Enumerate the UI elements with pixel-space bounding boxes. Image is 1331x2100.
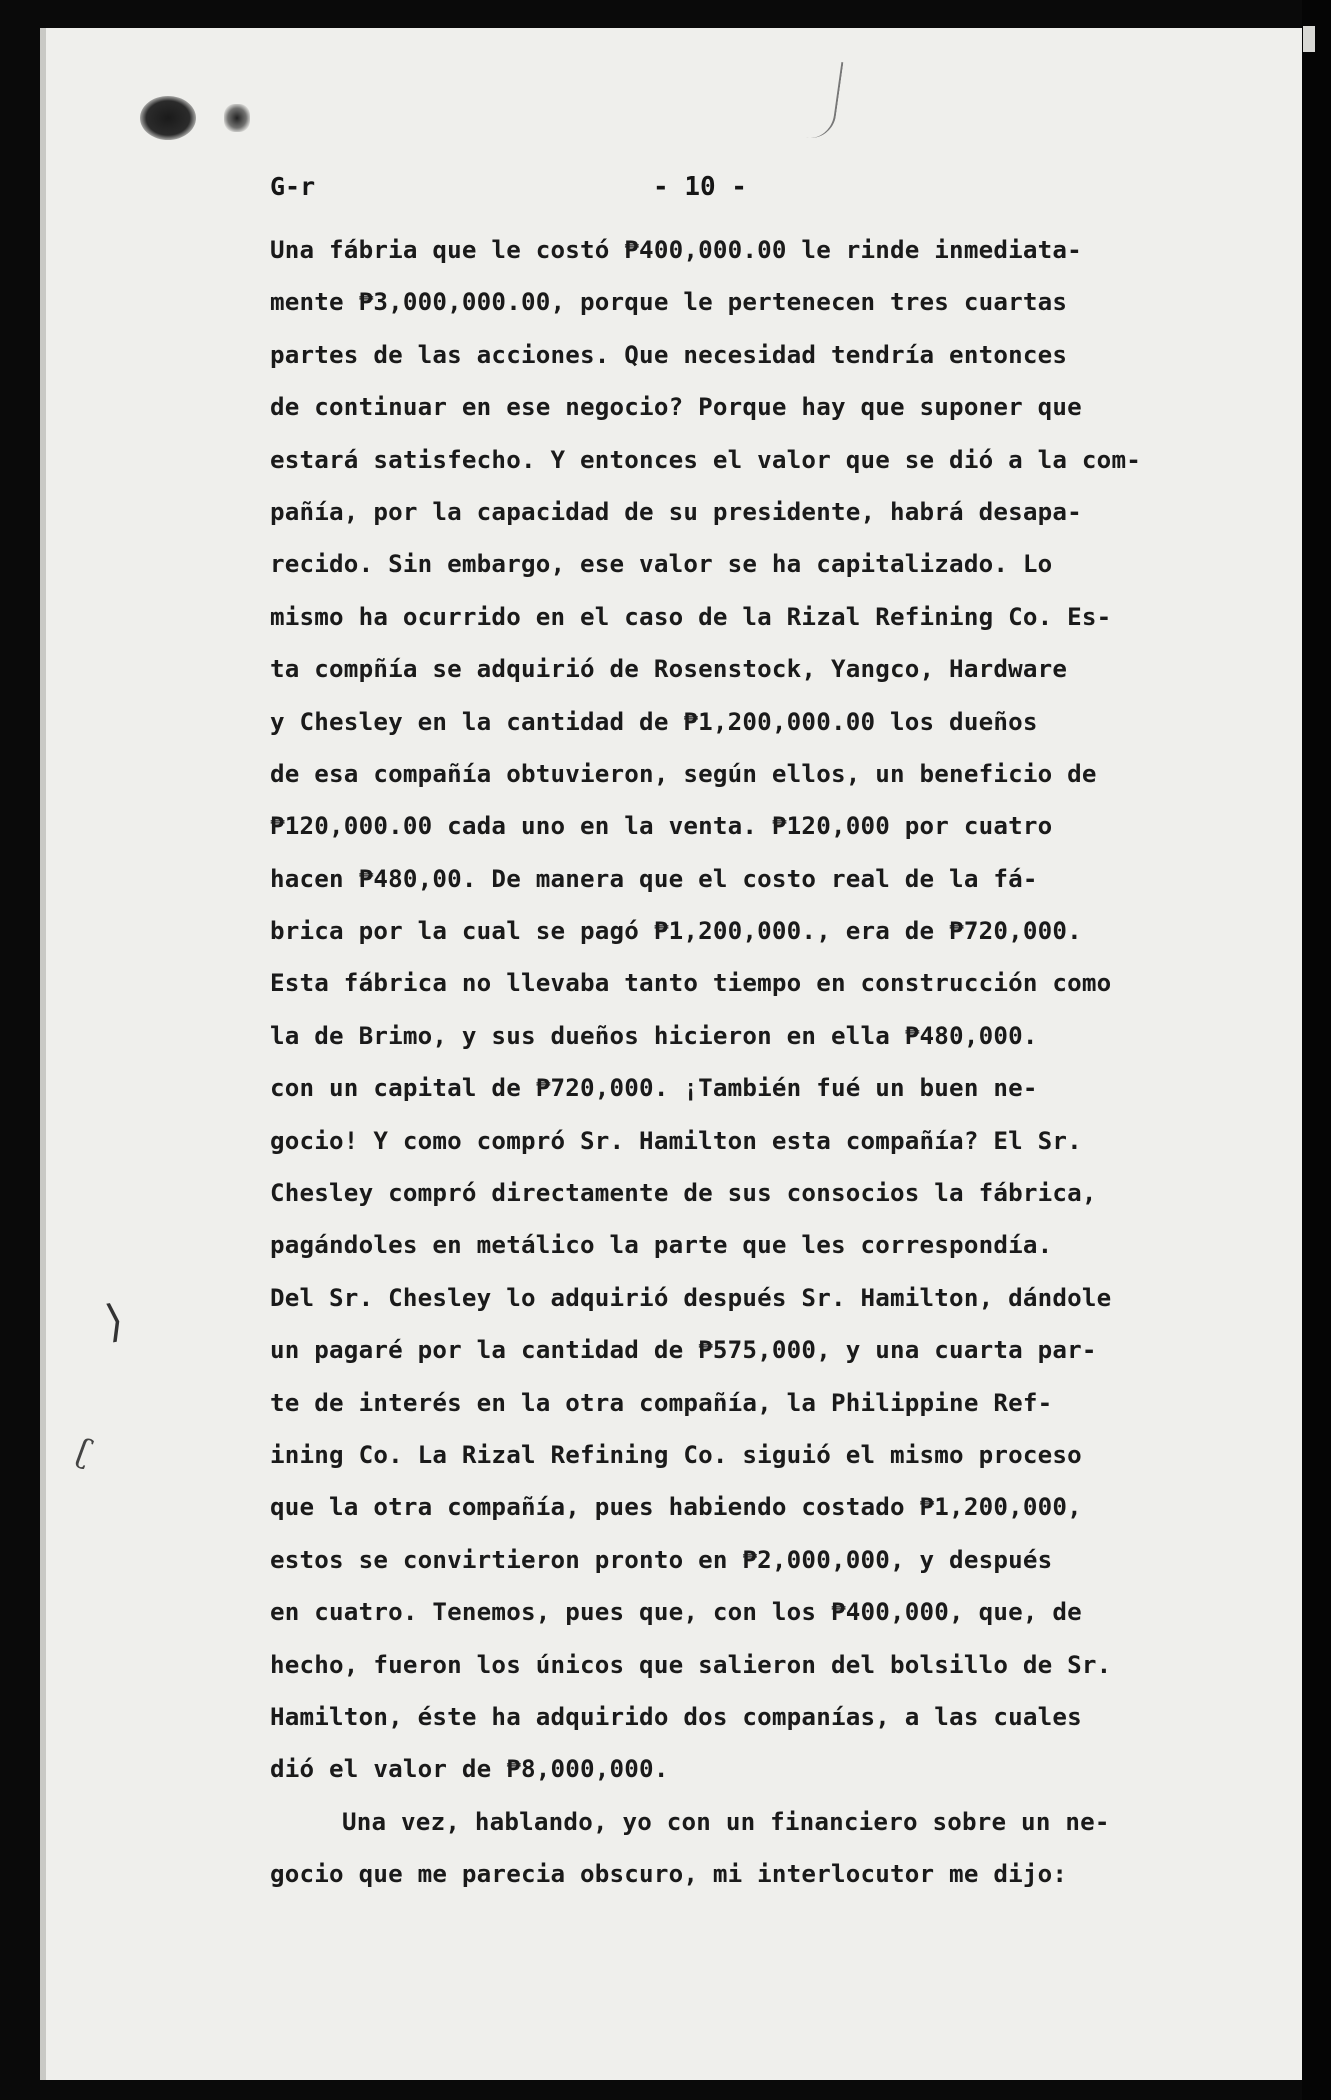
scan-edge	[1302, 0, 1331, 2100]
text-line: dió el valor de ₱8,000,000.	[270, 1755, 669, 1784]
text-line: que la otra compañía, pues habiendo costado ₱1,200,000,	[270, 1493, 1082, 1522]
paragraph-line: gocio que me parecia obscuro, mi interlocutor me dijo:	[270, 1860, 1068, 1889]
text-line: brica por la cual se pagó ₱1,200,000., era de ₱720,000.	[270, 917, 1082, 946]
paragraph-line: Una vez, hablando, yo con un financiero sobre un ne-	[342, 1807, 1110, 1836]
text-line: un pagaré por la cantidad de ₱575,000, y una cuarta par-	[270, 1336, 1097, 1365]
text-line: de continuar en ese negocio? Porque hay que suponer que	[270, 393, 1082, 422]
text-line: ta compñía se adquirió de Rosenstock, Yangco, Hardware	[270, 655, 1068, 684]
text-line: en cuatro. Tenemos, pues que, con los ₱400,000, que, de	[270, 1598, 1082, 1627]
text-line: gocio! Y como compró Sr. Hamilton esta compañía? El Sr.	[270, 1126, 1082, 1155]
page-number: - 10 -	[653, 172, 747, 202]
ink-blot	[140, 96, 196, 140]
text-line: Esta fábrica no llevaba tanto tiempo en construcción como	[270, 969, 1112, 998]
text-line: ining Co. La Rizal Refining Co. siguió el mismo proceso	[270, 1440, 1082, 1469]
text-line: con un capital de ₱720,000. ¡También fué un buen ne-	[270, 1074, 1038, 1103]
text-line: Hamilton, éste ha adquirido dos companías, a las cuales	[270, 1702, 1082, 1731]
text-line: ₱120,000.00 cada uno en la venta. ₱120,000 por cuatro	[270, 812, 1053, 841]
text-line: te de interés en la otra compañía, la Philippine Ref-	[270, 1388, 1053, 1417]
margin-bracket-mark: ⟩	[101, 1294, 128, 1349]
ink-smudge	[224, 104, 250, 132]
text-line: y Chesley en la cantidad de ₱1,200,000.00 los dueños	[270, 707, 1038, 736]
text-line: la de Brimo, y sus dueños hicieron en ella ₱480,000.	[270, 1021, 1038, 1050]
text-line: mente ₱3,000,000.00, porque le pertenecen tres cuartas	[270, 288, 1068, 317]
text-line: partes de las acciones. Que necesidad tendría entonces	[270, 340, 1068, 369]
text-line: hacen ₱480,00. De manera que el costo real de la fá-	[270, 864, 1038, 893]
text-line: Chesley compró directamente de sus consocios la fábrica,	[270, 1179, 1097, 1208]
text-line: pagándoles en metálico la parte que les correspondía.	[270, 1231, 1053, 1260]
text-line: hecho, fueron los únicos que salieron del bolsillo de Sr.	[270, 1650, 1112, 1679]
typed-body-text	[270, 224, 1210, 1901]
page-edge-tab	[1303, 26, 1315, 52]
text-line: Una fábria que le costó ₱400,000.00 le rinde inmediata-	[270, 236, 1082, 264]
header-code: G-r	[270, 172, 316, 201]
text-line: Del Sr. Chesley lo adquirió después Sr. Hamilton, dándole	[270, 1283, 1112, 1312]
text-line: de esa compañía obtuvieron, según ellos, un beneficio de	[270, 759, 1097, 788]
text-line: estos se convirtieron pronto en ₱2,000,000, y después	[270, 1545, 1053, 1574]
text-line: pañía, por la capacidad de su presidente, habrá desapa-	[270, 497, 1082, 526]
text-line: estará satisfecho. Y entonces el valor que se dió a la com-	[270, 445, 1141, 474]
margin-pencil-mark: ʗ	[71, 1430, 98, 1472]
text-line: recido. Sin embargo, ese valor se ha capitalizado. Lo	[270, 550, 1053, 579]
text-line: mismo ha ocurrido en el caso de la Rizal Refining Co. Es-	[270, 602, 1112, 631]
